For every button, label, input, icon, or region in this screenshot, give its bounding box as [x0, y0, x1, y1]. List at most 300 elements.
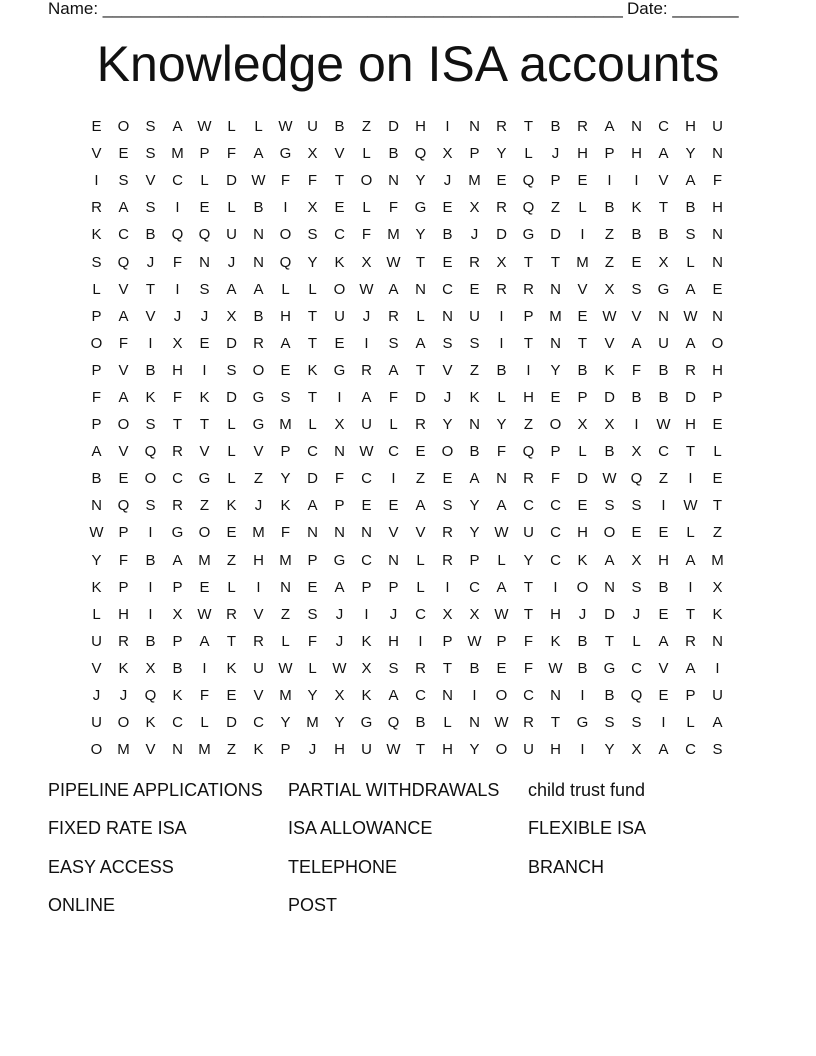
grid-letter: X	[307, 145, 318, 163]
grid-letter: A	[361, 388, 372, 406]
grid-letter: E	[361, 497, 372, 515]
grid-letter: P	[361, 578, 372, 596]
grid-letter: A	[496, 578, 507, 596]
grid-letter: M	[711, 551, 724, 569]
grid-letter: D	[226, 172, 237, 190]
grid-letter: P	[523, 307, 534, 325]
grid-letter: A	[172, 551, 183, 569]
grid-letter: J	[443, 388, 452, 406]
grid-letter: T	[172, 416, 183, 434]
grid-letter: A	[685, 334, 696, 352]
grid-letter: A	[685, 172, 696, 190]
grid-letter: F	[523, 659, 534, 677]
grid-letter: V	[388, 524, 399, 542]
grid-letter: C	[631, 659, 642, 677]
grid-letter: C	[469, 578, 480, 596]
grid-letter: N	[550, 334, 561, 352]
grid-letter: A	[685, 659, 696, 677]
grid-letter: P	[712, 388, 723, 406]
grid-letter: V	[253, 443, 264, 461]
grid-letter: O	[117, 416, 130, 434]
grid-letter: T	[334, 172, 345, 190]
grid-letter: S	[442, 497, 453, 515]
grid-letter: T	[712, 497, 723, 515]
grid-letter: A	[415, 334, 426, 352]
grid-letter: V	[118, 361, 129, 379]
grid-letter: T	[604, 632, 615, 650]
grid-letter: K	[91, 578, 102, 596]
grid-letter: S	[631, 714, 642, 732]
grid-letter: S	[604, 714, 615, 732]
grid-letter: V	[631, 307, 642, 325]
grid-letter: V	[577, 280, 588, 298]
grid-letter: M	[198, 551, 211, 569]
grid-letter: N	[712, 145, 723, 163]
grid-letter: E	[577, 172, 588, 190]
grid-letter: P	[388, 578, 399, 596]
grid-letter: O	[576, 578, 589, 596]
grid-letter: G	[252, 388, 265, 406]
grid-letter: R	[523, 280, 534, 298]
grid-letter: K	[631, 199, 642, 217]
grid-letter: S	[307, 605, 318, 623]
grid-letter: Q	[522, 443, 535, 461]
grid-letter: Y	[280, 470, 291, 488]
grid-letter: M	[387, 226, 400, 244]
word-list-item: FIXED RATE ISA	[48, 818, 187, 839]
grid-letter: F	[118, 334, 129, 352]
grid-letter: Z	[361, 118, 372, 136]
grid-letter: O	[549, 416, 562, 434]
grid-letter: O	[117, 714, 130, 732]
grid-letter: J	[308, 741, 317, 759]
grid-letter: P	[577, 388, 588, 406]
grid-letter: B	[253, 307, 264, 325]
grid-letter: L	[308, 416, 317, 434]
grid-letter: T	[577, 334, 588, 352]
grid-letter: T	[523, 605, 534, 623]
grid-letter: N	[658, 307, 669, 325]
grid-letter: Q	[414, 145, 427, 163]
grid-letter: Y	[307, 687, 318, 705]
grid-letter: L	[200, 714, 209, 732]
grid-letter: B	[631, 226, 642, 244]
grid-letter: C	[172, 470, 183, 488]
grid-letter: O	[117, 118, 130, 136]
grid-letter: J	[146, 253, 155, 271]
grid-letter: O	[603, 524, 616, 542]
grid-letter: E	[226, 524, 237, 542]
grid-letter: N	[469, 416, 480, 434]
grid-letter: N	[388, 551, 399, 569]
grid-letter: V	[91, 659, 102, 677]
grid-letter: W	[197, 605, 212, 623]
grid-letter: R	[442, 551, 453, 569]
grid-letter: M	[171, 145, 184, 163]
grid-letter: D	[415, 388, 426, 406]
grid-letter: Y	[496, 145, 507, 163]
grid-letter: N	[604, 578, 615, 596]
grid-letter: A	[631, 334, 642, 352]
grid-letter: B	[172, 659, 183, 677]
grid-letter: I	[445, 118, 450, 136]
grid-letter: B	[577, 632, 588, 650]
grid-letter: X	[334, 687, 345, 705]
grid-letter: E	[442, 253, 453, 271]
grid-letter: B	[658, 226, 669, 244]
grid-letter: L	[227, 443, 236, 461]
grid-letter: Q	[387, 714, 400, 732]
grid-letter: V	[118, 280, 129, 298]
grid-letter: J	[389, 605, 398, 623]
grid-letter: A	[658, 632, 669, 650]
grid-letter: C	[253, 714, 264, 732]
grid-letter: I	[607, 172, 612, 190]
grid-letter: M	[576, 253, 589, 271]
grid-letter: S	[631, 280, 642, 298]
grid-letter: K	[172, 687, 183, 705]
grid-letter: O	[441, 443, 454, 461]
grid-letter: A	[712, 714, 723, 732]
grid-letter: S	[604, 497, 615, 515]
grid-letter: A	[685, 280, 696, 298]
grid-letter: X	[172, 334, 183, 352]
word-list-item: ONLINE	[48, 894, 116, 915]
grid-letter: L	[416, 551, 425, 569]
grid-letter: F	[388, 388, 399, 406]
grid-letter: B	[604, 687, 615, 705]
grid-letter: Y	[442, 416, 453, 434]
grid-letter: M	[198, 741, 211, 759]
grid-letter: P	[280, 443, 291, 461]
grid-letter: A	[685, 551, 696, 569]
grid-letter: N	[199, 253, 210, 271]
grid-letter: P	[118, 578, 129, 596]
grid-letter: U	[307, 118, 318, 136]
grid-letter: U	[712, 118, 723, 136]
grid-letter: H	[712, 199, 723, 217]
grid-letter: F	[712, 172, 723, 190]
grid-letter: O	[333, 280, 346, 298]
grid-letter: Q	[117, 497, 130, 515]
grid-letter: K	[307, 361, 318, 379]
grid-letter: H	[388, 632, 399, 650]
grid-letter: E	[658, 605, 669, 623]
grid-letter: L	[281, 632, 290, 650]
grid-letter: Y	[91, 551, 102, 569]
grid-letter: K	[361, 687, 372, 705]
grid-letter: Q	[522, 172, 535, 190]
grid-letter: O	[252, 361, 265, 379]
grid-letter: F	[388, 199, 399, 217]
grid-letter: C	[523, 497, 534, 515]
date-field: Date: _______	[627, 0, 739, 18]
grid-letter: N	[550, 687, 561, 705]
grid-letter: D	[685, 388, 696, 406]
grid-letter: A	[253, 280, 264, 298]
grid-letter: E	[631, 253, 642, 271]
grid-letter: Z	[523, 416, 534, 434]
grid-letter: N	[712, 253, 723, 271]
grid-letter: P	[334, 497, 345, 515]
grid-letter: Y	[496, 416, 507, 434]
grid-letter: P	[685, 687, 696, 705]
grid-letter: G	[252, 416, 265, 434]
grid-letter: I	[715, 659, 720, 677]
grid-letter: W	[278, 659, 293, 677]
grid-letter: Y	[334, 714, 345, 732]
grid-letter: R	[253, 632, 264, 650]
grid-letter: R	[172, 443, 183, 461]
grid-letter: H	[523, 388, 534, 406]
grid-letter: V	[415, 524, 426, 542]
grid-letter: B	[631, 388, 642, 406]
grid-letter: J	[443, 172, 452, 190]
grid-letter: H	[415, 118, 426, 136]
grid-letter: W	[467, 632, 482, 650]
grid-letter: A	[172, 118, 183, 136]
grid-letter: T	[307, 334, 318, 352]
grid-letter: I	[256, 578, 261, 596]
grid-letter: X	[658, 253, 669, 271]
grid-letter: E	[550, 388, 561, 406]
grid-letter: E	[712, 470, 723, 488]
grid-letter: I	[391, 470, 396, 488]
grid-letter: I	[148, 605, 153, 623]
grid-letter: L	[227, 416, 236, 434]
grid-letter: B	[388, 145, 399, 163]
grid-letter: D	[496, 226, 507, 244]
grid-letter: J	[254, 497, 263, 515]
grid-letter: B	[658, 361, 669, 379]
grid-letter: A	[118, 199, 129, 217]
grid-letter: Z	[604, 226, 615, 244]
word-list-item: EASY ACCESS	[48, 856, 174, 877]
grid-letter: I	[634, 172, 639, 190]
grid-letter: F	[361, 226, 372, 244]
grid-letter: J	[551, 145, 560, 163]
grid-letter: U	[523, 524, 534, 542]
grid-letter: Y	[415, 226, 426, 244]
grid-letter: A	[604, 551, 615, 569]
grid-letter: Y	[604, 741, 615, 759]
grid-letter: N	[388, 172, 399, 190]
grid-letter: J	[227, 253, 236, 271]
grid-letter: F	[307, 632, 318, 650]
grid-letter: I	[499, 334, 504, 352]
grid-letter: Z	[199, 497, 210, 515]
grid-letter: C	[172, 714, 183, 732]
grid-letter: O	[90, 741, 103, 759]
grid-letter: A	[334, 578, 345, 596]
grid-letter: I	[364, 605, 369, 623]
grid-letter: U	[91, 714, 102, 732]
grid-letter: G	[603, 659, 616, 677]
grid-letter: Y	[415, 172, 426, 190]
grid-letter: Q	[117, 253, 130, 271]
grid-letter: R	[415, 416, 426, 434]
grid-letter: G	[360, 714, 373, 732]
grid-letter: D	[226, 714, 237, 732]
grid-letter: H	[442, 741, 453, 759]
grid-letter: R	[496, 280, 507, 298]
grid-letter: T	[523, 334, 534, 352]
grid-letter: L	[200, 172, 209, 190]
grid-letter: B	[145, 551, 156, 569]
grid-letter: Y	[307, 253, 318, 271]
grid-letter: D	[307, 470, 318, 488]
grid-letter: G	[414, 199, 427, 217]
grid-letter: A	[226, 280, 237, 298]
grid-letter: S	[712, 741, 723, 759]
grid-letter: N	[496, 470, 507, 488]
grid-letter: E	[496, 659, 507, 677]
grid-letter: W	[494, 714, 509, 732]
grid-letter: R	[172, 497, 183, 515]
grid-letter: T	[307, 307, 318, 325]
grid-letter: Z	[226, 551, 237, 569]
grid-letter: H	[280, 307, 291, 325]
grid-letter: L	[686, 253, 695, 271]
grid-letter: D	[226, 388, 237, 406]
grid-letter: E	[496, 172, 507, 190]
grid-letter: Y	[550, 361, 561, 379]
grid-letter: V	[658, 172, 669, 190]
word-list-item: PARTIAL WITHDRAWALS	[288, 780, 500, 800]
grid-letter: X	[361, 659, 372, 677]
grid-letter: K	[118, 659, 129, 677]
grid-letter: Q	[198, 226, 211, 244]
page-title: Knowledge on ISA accounts	[96, 36, 720, 92]
grid-letter: N	[280, 578, 291, 596]
grid-letter: C	[118, 226, 129, 244]
grid-letter: Q	[144, 687, 157, 705]
grid-letter: H	[550, 605, 561, 623]
grid-letter: M	[468, 172, 481, 190]
grid-letter: L	[713, 443, 722, 461]
grid-letter: A	[118, 388, 129, 406]
grid-letter: L	[578, 443, 587, 461]
grid-letter: R	[685, 361, 696, 379]
grid-letter: X	[145, 659, 156, 677]
grid-letter: P	[469, 145, 480, 163]
grid-letter: O	[90, 334, 103, 352]
grid-letter: P	[118, 524, 129, 542]
grid-letter: E	[118, 470, 129, 488]
grid-letter: I	[580, 741, 585, 759]
grid-letter: E	[199, 578, 210, 596]
grid-letter: I	[364, 334, 369, 352]
grid-letter: Q	[279, 253, 292, 271]
grid-letter: E	[226, 687, 237, 705]
grid-letter: S	[631, 578, 642, 596]
grid-letter: C	[550, 497, 561, 515]
grid-letter: W	[386, 253, 401, 271]
grid-letter: D	[226, 334, 237, 352]
grid-letter: A	[118, 307, 129, 325]
grid-letter: L	[578, 199, 587, 217]
grid-letter: A	[658, 145, 669, 163]
grid-letter: R	[226, 605, 237, 623]
grid-letter: J	[92, 687, 101, 705]
grid-letter: Z	[712, 524, 723, 542]
grid-letter: M	[279, 416, 292, 434]
word-search-grid	[83, 113, 731, 763]
grid-letter: R	[118, 632, 129, 650]
grid-letter: Z	[469, 361, 480, 379]
grid-letter: T	[550, 714, 561, 732]
grid-letter: B	[604, 443, 615, 461]
grid-letter: C	[415, 605, 426, 623]
grid-letter: H	[631, 145, 642, 163]
grid-letter: W	[494, 524, 509, 542]
grid-letter: S	[226, 361, 237, 379]
grid-letter: N	[712, 307, 723, 325]
grid-letter: E	[199, 199, 210, 217]
grid-letter: I	[175, 199, 180, 217]
grid-letter: E	[658, 687, 669, 705]
grid-letter: L	[416, 307, 425, 325]
grid-letter: K	[145, 714, 156, 732]
grid-letter: O	[711, 334, 724, 352]
grid-letter: Y	[685, 145, 696, 163]
grid-letter: N	[415, 280, 426, 298]
grid-letter: N	[253, 226, 264, 244]
grid-letter: N	[91, 497, 102, 515]
grid-letter: B	[91, 470, 102, 488]
grid-letter: U	[226, 226, 237, 244]
grid-letter: U	[658, 334, 669, 352]
grid-letter: I	[148, 334, 153, 352]
grid-letter: X	[334, 416, 345, 434]
grid-letter: I	[418, 632, 423, 650]
grid-letter: I	[688, 578, 693, 596]
grid-letter: C	[415, 687, 426, 705]
grid-letter: W	[656, 416, 671, 434]
grid-letter: X	[631, 443, 642, 461]
grid-letter: I	[526, 361, 531, 379]
grid-letter: K	[469, 388, 480, 406]
grid-letter: D	[577, 470, 588, 488]
grid-letter: T	[307, 388, 318, 406]
grid-letter: B	[145, 632, 156, 650]
grid-letter: B	[145, 361, 156, 379]
grid-letter: L	[227, 118, 236, 136]
grid-letter: G	[576, 714, 589, 732]
grid-letter: N	[712, 632, 723, 650]
grid-letter: N	[469, 118, 480, 136]
grid-letter: W	[494, 605, 509, 623]
grid-letter: E	[442, 470, 453, 488]
grid-letter: K	[280, 497, 291, 515]
grid-letter: I	[553, 578, 558, 596]
grid-letter: A	[469, 470, 480, 488]
grid-letter: B	[550, 118, 561, 136]
grid-letter: I	[202, 361, 207, 379]
grid-letter: N	[253, 253, 264, 271]
grid-letter: X	[469, 605, 480, 623]
grid-letter: L	[497, 388, 506, 406]
grid-letter: K	[550, 632, 561, 650]
grid-letter: B	[658, 578, 669, 596]
grid-letter: W	[332, 659, 347, 677]
grid-letter: O	[198, 524, 211, 542]
grid-letter: V	[604, 334, 615, 352]
grid-letter: L	[362, 145, 371, 163]
word-list	[48, 778, 768, 931]
grid-letter: Q	[630, 470, 643, 488]
word-list-item: FLEXIBLE ISA	[528, 818, 647, 839]
